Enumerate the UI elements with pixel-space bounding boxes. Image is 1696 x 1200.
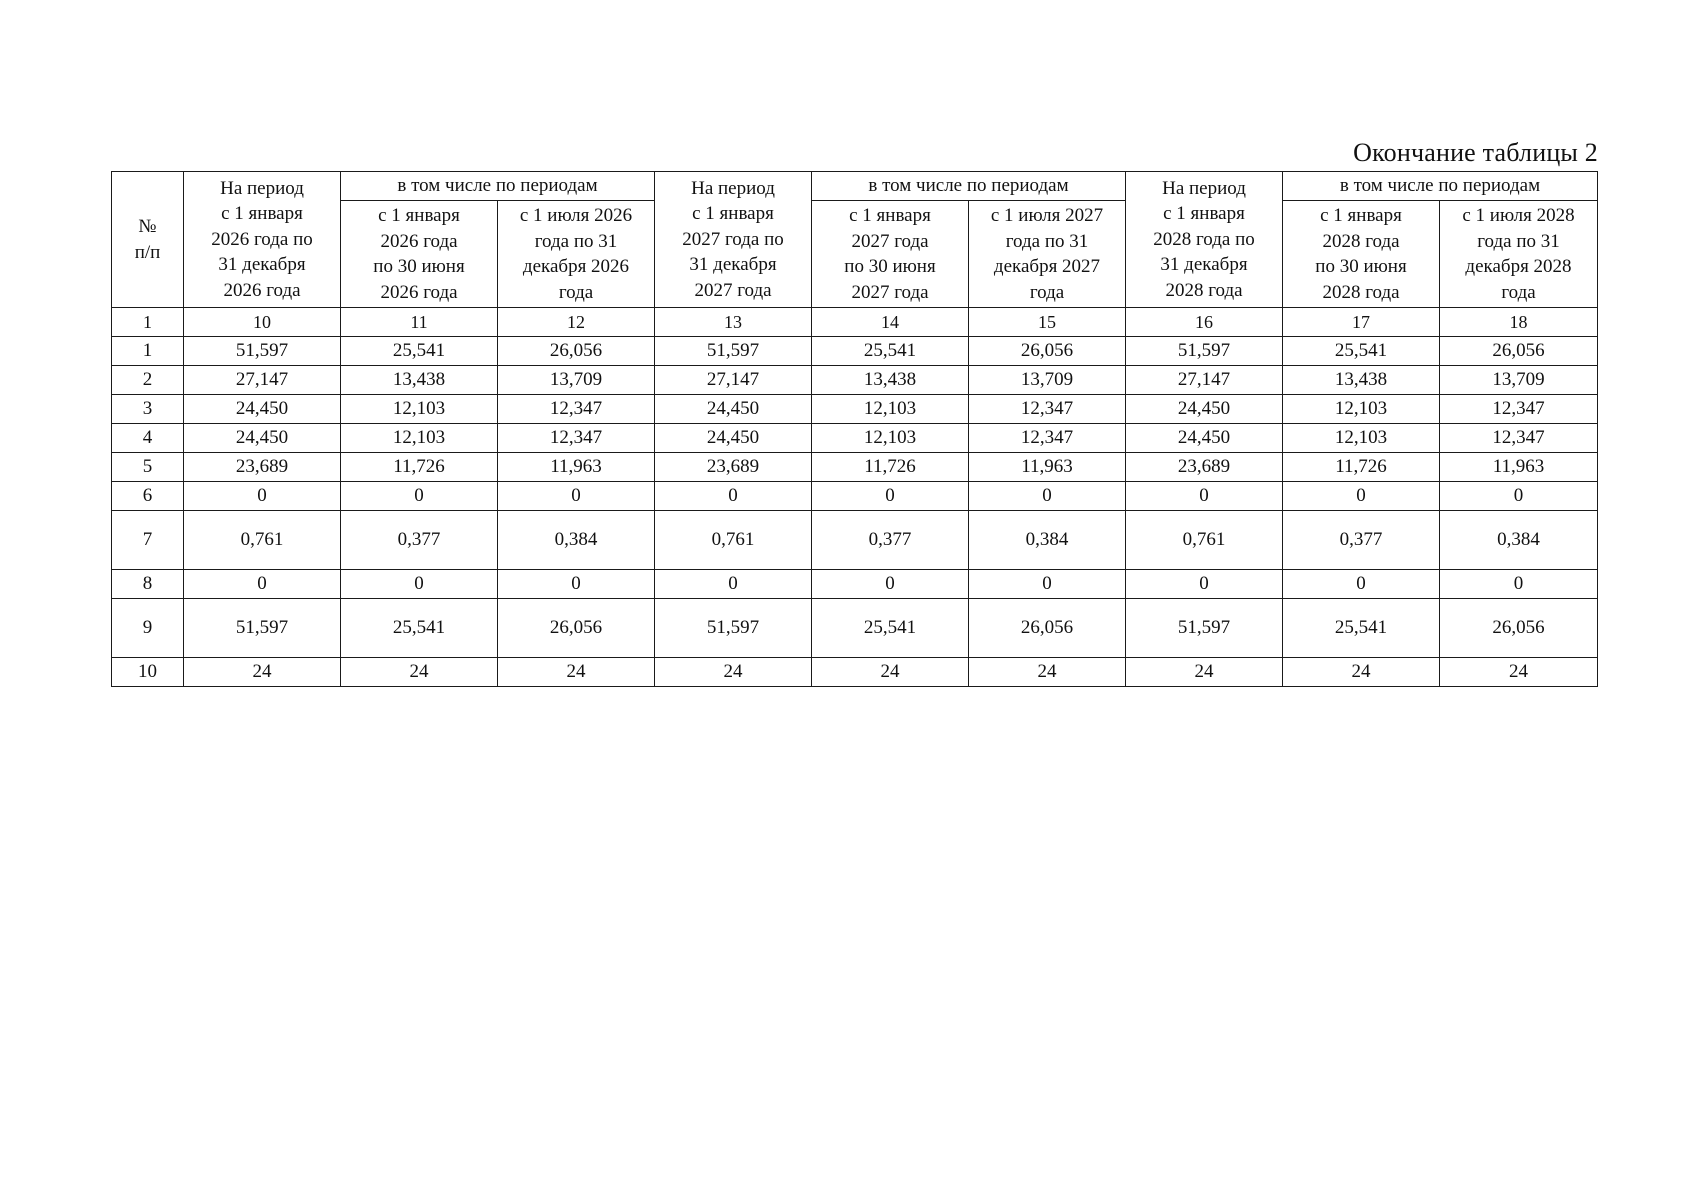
column-number: 12 bbox=[498, 308, 655, 337]
table-caption: Окончание таблицы 2 bbox=[1353, 138, 1598, 167]
column-number: 13 bbox=[655, 308, 812, 337]
row-index-cell: 8 bbox=[112, 570, 184, 599]
table-row bbox=[112, 482, 1598, 511]
row-index-cell: 1 bbox=[112, 337, 184, 366]
table-cell: 12,103 bbox=[341, 424, 498, 453]
table-cell: 23,689 bbox=[655, 453, 812, 482]
column-number-row bbox=[112, 308, 1598, 337]
row-index-cell: 4 bbox=[112, 424, 184, 453]
table-cell: 24 bbox=[1283, 658, 1440, 687]
table-row bbox=[112, 511, 1598, 570]
column-number: 15 bbox=[969, 308, 1126, 337]
column-number: 14 bbox=[812, 308, 969, 337]
table-row bbox=[112, 599, 1598, 658]
table-cell: 0 bbox=[1283, 482, 1440, 511]
header-h2-2027: с 1 июля 2027 года по 31 декабря 2027 года bbox=[969, 201, 1126, 308]
table-row bbox=[112, 395, 1598, 424]
column-number: 18 bbox=[1440, 308, 1598, 337]
table-cell: 0 bbox=[1440, 482, 1598, 511]
table-cell: 12,103 bbox=[341, 395, 498, 424]
table-cell: 27,147 bbox=[655, 366, 812, 395]
row-index-cell: 2 bbox=[112, 366, 184, 395]
table-cell: 25,541 bbox=[1283, 337, 1440, 366]
table-cell: 0 bbox=[655, 482, 812, 511]
table-cell: 0,377 bbox=[812, 511, 969, 570]
table-cell: 0,761 bbox=[655, 511, 812, 570]
table-cell: 26,056 bbox=[1440, 337, 1598, 366]
table-cell: 25,541 bbox=[812, 337, 969, 366]
table-cell: 0 bbox=[498, 570, 655, 599]
table-cell: 13,709 bbox=[1440, 366, 1598, 395]
table-cell: 0 bbox=[1440, 570, 1598, 599]
table-cell: 0,377 bbox=[341, 511, 498, 570]
table-cell: 0 bbox=[341, 570, 498, 599]
table-cell: 51,597 bbox=[1126, 599, 1283, 658]
table-cell: 11,726 bbox=[1283, 453, 1440, 482]
table-cell: 0 bbox=[184, 570, 341, 599]
table-cell: 26,056 bbox=[498, 599, 655, 658]
header-h1-2027: с 1 января 2027 года по 30 июня 2027 года bbox=[812, 201, 969, 308]
column-number: 11 bbox=[341, 308, 498, 337]
table-cell: 24 bbox=[1440, 658, 1598, 687]
header-index: № п/п bbox=[112, 172, 184, 308]
table-cell: 24 bbox=[498, 658, 655, 687]
table-cell: 0 bbox=[1126, 482, 1283, 511]
table-cell: 51,597 bbox=[184, 337, 341, 366]
table-cell: 26,056 bbox=[1440, 599, 1598, 658]
table-cell: 0,377 bbox=[1283, 511, 1440, 570]
table-cell: 11,726 bbox=[812, 453, 969, 482]
header-h1-2028: с 1 января 2028 года по 30 июня 2028 года bbox=[1283, 201, 1440, 308]
table-cell: 12,347 bbox=[498, 424, 655, 453]
table-cell: 25,541 bbox=[341, 599, 498, 658]
table-cell: 0 bbox=[498, 482, 655, 511]
header-h1-2026: с 1 января 2026 года по 30 июня 2026 года bbox=[341, 201, 498, 308]
table-cell: 12,103 bbox=[812, 424, 969, 453]
table-row bbox=[112, 453, 1598, 482]
column-number: 1 bbox=[112, 308, 184, 337]
table-cell: 0,384 bbox=[1440, 511, 1598, 570]
table-cell: 12,103 bbox=[812, 395, 969, 424]
header-subperiods-2026: в том числе по периодам bbox=[341, 172, 655, 201]
table-cell: 27,147 bbox=[1126, 366, 1283, 395]
header-subperiods-2027: в том числе по периодам bbox=[812, 172, 1126, 201]
table-cell: 0 bbox=[1283, 570, 1440, 599]
table-cell: 24,450 bbox=[1126, 424, 1283, 453]
table-row bbox=[112, 366, 1598, 395]
column-number: 10 bbox=[184, 308, 341, 337]
table-cell: 12,347 bbox=[1440, 395, 1598, 424]
table-cell: 0,384 bbox=[498, 511, 655, 570]
table-cell: 0 bbox=[969, 570, 1126, 599]
table-header bbox=[112, 172, 1598, 337]
table-cell: 51,597 bbox=[184, 599, 341, 658]
table-cell: 24,450 bbox=[655, 424, 812, 453]
row-index-cell: 10 bbox=[112, 658, 184, 687]
row-index-cell: 6 bbox=[112, 482, 184, 511]
table-cell: 26,056 bbox=[969, 599, 1126, 658]
table-cell: 0 bbox=[969, 482, 1126, 511]
table-row bbox=[112, 570, 1598, 599]
table-cell: 0,384 bbox=[969, 511, 1126, 570]
table-cell: 13,438 bbox=[341, 366, 498, 395]
table-cell: 11,963 bbox=[969, 453, 1126, 482]
header-period-2026: На период с 1 января 2026 года по 31 декабря 2026 года bbox=[184, 172, 341, 308]
table-cell: 24 bbox=[969, 658, 1126, 687]
table-row bbox=[112, 658, 1598, 687]
table-cell: 0,761 bbox=[184, 511, 341, 570]
table-cell: 0 bbox=[1126, 570, 1283, 599]
table-cell: 24 bbox=[1126, 658, 1283, 687]
table-cell: 13,438 bbox=[1283, 366, 1440, 395]
table-body bbox=[112, 337, 1598, 687]
table-cell: 51,597 bbox=[1126, 337, 1283, 366]
row-index-cell: 5 bbox=[112, 453, 184, 482]
table-row bbox=[112, 337, 1598, 366]
table-cell: 11,963 bbox=[1440, 453, 1598, 482]
table-cell: 0 bbox=[812, 570, 969, 599]
header-period-2028: На период с 1 января 2028 года по 31 декабря 2028 года bbox=[1126, 172, 1283, 308]
table-cell: 24,450 bbox=[184, 424, 341, 453]
table-cell: 0 bbox=[341, 482, 498, 511]
table-cell: 0 bbox=[184, 482, 341, 511]
table-cell: 24,450 bbox=[184, 395, 341, 424]
table-cell: 26,056 bbox=[498, 337, 655, 366]
table-cell: 12,103 bbox=[1283, 424, 1440, 453]
row-index-cell: 3 bbox=[112, 395, 184, 424]
table-cell: 11,963 bbox=[498, 453, 655, 482]
table-cell: 13,709 bbox=[498, 366, 655, 395]
header-h2-2028: с 1 июля 2028 года по 31 декабря 2028 года bbox=[1440, 201, 1598, 308]
table-cell: 26,056 bbox=[969, 337, 1126, 366]
row-index-cell: 9 bbox=[112, 599, 184, 658]
table-cell: 24,450 bbox=[1126, 395, 1283, 424]
header-period-2027: На период с 1 января 2027 года по 31 декабря 2027 года bbox=[655, 172, 812, 308]
table-cell: 11,726 bbox=[341, 453, 498, 482]
data-table bbox=[111, 171, 1598, 687]
table-cell: 25,541 bbox=[812, 599, 969, 658]
column-number: 16 bbox=[1126, 308, 1283, 337]
table-cell: 25,541 bbox=[341, 337, 498, 366]
table-cell: 25,541 bbox=[1283, 599, 1440, 658]
table-cell: 51,597 bbox=[655, 337, 812, 366]
table-cell: 24,450 bbox=[655, 395, 812, 424]
table-cell: 12,347 bbox=[969, 395, 1126, 424]
table-cell: 51,597 bbox=[655, 599, 812, 658]
table-cell: 24 bbox=[655, 658, 812, 687]
table-cell: 23,689 bbox=[184, 453, 341, 482]
table-cell: 24 bbox=[341, 658, 498, 687]
table-cell: 12,103 bbox=[1283, 395, 1440, 424]
table-cell: 27,147 bbox=[184, 366, 341, 395]
table-cell: 24 bbox=[812, 658, 969, 687]
table-cell: 12,347 bbox=[969, 424, 1126, 453]
table-cell: 23,689 bbox=[1126, 453, 1283, 482]
column-number: 17 bbox=[1283, 308, 1440, 337]
row-index-cell: 7 bbox=[112, 511, 184, 570]
table-cell: 13,438 bbox=[812, 366, 969, 395]
header-subperiods-2028: в том числе по периодам bbox=[1283, 172, 1598, 201]
table-cell: 12,347 bbox=[1440, 424, 1598, 453]
table-cell: 24 bbox=[184, 658, 341, 687]
table-row bbox=[112, 424, 1598, 453]
table-cell: 12,347 bbox=[498, 395, 655, 424]
table-cell: 0,761 bbox=[1126, 511, 1283, 570]
header-h2-2026: с 1 июля 2026 года по 31 декабря 2026 года bbox=[498, 201, 655, 308]
table-cell: 0 bbox=[812, 482, 969, 511]
table-cell: 0 bbox=[655, 570, 812, 599]
table-cell: 13,709 bbox=[969, 366, 1126, 395]
